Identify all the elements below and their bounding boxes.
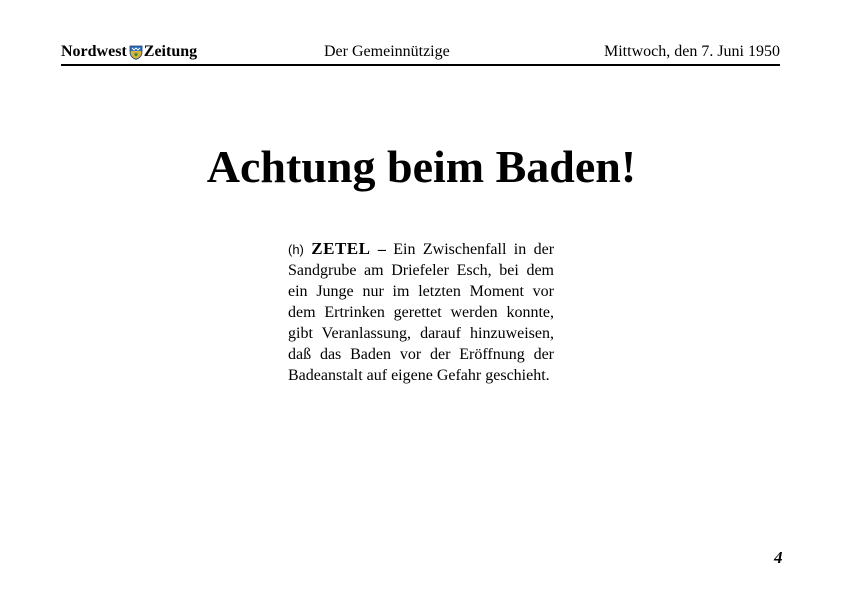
masthead-right-text: Zeitung	[143, 43, 198, 60]
masthead-left-text: Nordwest	[61, 43, 127, 60]
article-text: Ein Zwischenfall in der Sandgrube am Driefeler Esch, bei dem ein Junge nur im letzten Moment vor dem Ertrinken gerettet werden konnte, gibt Veranlassung, darauf hinzuweisen, daß das Baden vor der Eröffnung der Badeanstalt auf eigene Gefahr geschieht.	[288, 241, 555, 384]
issue-date: Mittwoch, den 7. Juni 1950	[604, 43, 780, 60]
page-header	[61, 42, 780, 66]
coat-of-arms-icon	[129, 45, 143, 60]
page-number: 4	[774, 548, 783, 567]
article-body	[288, 238, 554, 386]
source-tag: (h)	[288, 242, 304, 257]
section-title: Der Gemeinnützige	[324, 43, 450, 60]
newspaper-masthead	[61, 43, 197, 61]
article-headline: Achtung beim Baden!	[206, 141, 637, 192]
dateline-dash: –	[377, 241, 386, 258]
dateline-place: ZETEL	[311, 239, 371, 258]
